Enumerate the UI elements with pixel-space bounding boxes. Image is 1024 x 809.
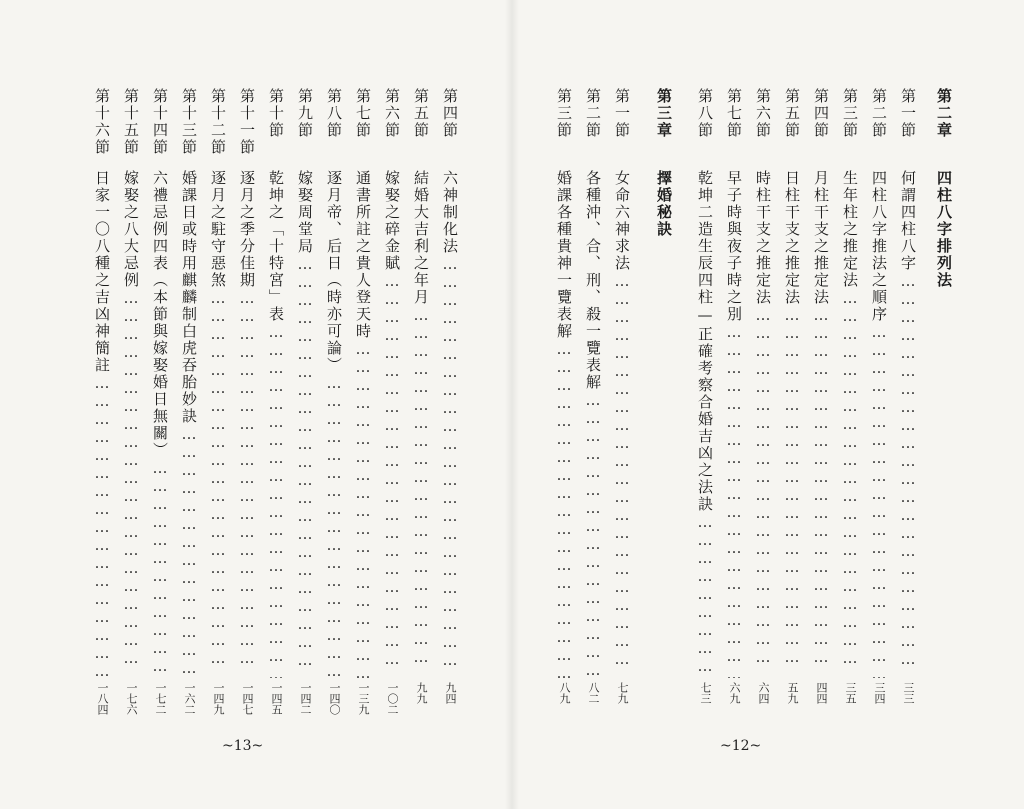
section-label: 第八節 [696, 88, 714, 139]
section-title: 婚課各種貴神一覽表解 ………………………………………………………………………………………………………………………………………… [552, 170, 576, 678]
toc-entry [610, 88, 634, 728]
page-number: 一四〇 [328, 682, 341, 715]
page-folio: ~12~ [720, 738, 762, 754]
page-number: 三四 [873, 682, 886, 704]
section-label: 第二節 [584, 88, 602, 139]
chapter-2-heading [932, 88, 956, 728]
section-title: 乾坤之「十特宮」表 ………………………………………………………………………………………………………………………………………… [264, 170, 288, 678]
section-title: 女命六神求法 ………………………………………………………………………………………………………………………………………… [610, 170, 634, 678]
toc-entry [693, 88, 717, 728]
section-label: 第三節 [841, 88, 859, 139]
section-title: 時柱干支之推定法 ………………………………………………………………………………………………………………………………………… [751, 170, 775, 678]
page-number: 一七二 [154, 682, 167, 715]
chapter-3-heading [652, 88, 676, 728]
chapter-title: 擇婚秘訣 [655, 170, 673, 238]
section-title: 嫁娶之八大忌例 ………………………………………………………………………………………………………………………………………… [119, 170, 143, 678]
section-title: 通書所註之貴人登天時 ………………………………………………………………………………………………………………………………………… [351, 170, 375, 678]
page-number: 一三九 [357, 682, 370, 715]
section-label: 第十二節 [209, 88, 227, 156]
toc-entry [206, 88, 230, 728]
section-label: 第十四節 [151, 88, 169, 156]
section-title: 早子時與夜子時之別 ………………………………………………………………………………………………………………………………………… [722, 170, 746, 678]
page-number: 一七六 [125, 682, 138, 715]
section-label: 第十三節 [180, 88, 198, 156]
section-title: 逐月帝、后日（時亦可論） ………………………………………………………………………………………………………………………………………… [322, 170, 346, 678]
section-title: 六禮忌例四表（本節與嫁娶婚日無關） ………………………………………………………………………………………………………………………………………… [148, 170, 172, 678]
section-label: 第九節 [296, 88, 314, 139]
page-folio: ~13~ [222, 738, 264, 754]
page-number: 七九 [616, 682, 629, 704]
section-label: 第一節 [899, 88, 917, 139]
page-number: 一八四 [96, 682, 109, 715]
section-title: 逐月之駐守惡煞 ………………………………………………………………………………………………………………………………………… [206, 170, 230, 678]
toc-entry [722, 88, 746, 728]
toc-entry [751, 88, 775, 728]
page-number: 一四五 [270, 682, 283, 715]
section-label: 第三節 [555, 88, 573, 139]
page-number: 一四七 [241, 682, 254, 715]
section-label: 第十節 [267, 88, 285, 139]
toc-entry [322, 88, 346, 728]
section-label: 第七節 [354, 88, 372, 139]
toc-entry [867, 88, 891, 728]
toc-entry [552, 88, 576, 728]
section-title: 生年柱之推定法 ………………………………………………………………………………………………………………………………………… [838, 170, 862, 678]
section-label: 第四節 [441, 88, 459, 139]
page-number: 九九 [415, 682, 428, 704]
page-number: 六四 [757, 682, 770, 704]
page-number: 一〇二 [386, 682, 399, 715]
toc-entry [809, 88, 833, 728]
page-number: 五九 [786, 682, 799, 704]
toc-entry [264, 88, 288, 728]
section-label: 第十五節 [122, 88, 140, 156]
page-number: 四四 [815, 682, 828, 704]
section-title: 逐月之季分佳期 ………………………………………………………………………………………………………………………………………… [235, 170, 259, 678]
chapter-title: 四柱八字排列法 [935, 170, 953, 289]
section-title: 日柱干支之推定法 ………………………………………………………………………………………………………………………………………… [780, 170, 804, 678]
section-title: 嫁娶之碎金賦 ………………………………………………………………………………………………………………………………………… [380, 170, 404, 678]
toc-entry [351, 88, 375, 728]
toc-entry [177, 88, 201, 728]
section-label: 第十六節 [93, 88, 111, 156]
section-label: 第五節 [412, 88, 430, 139]
section-label: 第八節 [325, 88, 343, 139]
section-label: 第七節 [725, 88, 743, 139]
toc-entry [581, 88, 605, 728]
section-title: 嫁娶周堂局 ………………………………………………………………………………………………………………………………………… [293, 170, 317, 678]
chapter-label: 第二章 [935, 88, 953, 139]
section-label: 第二節 [870, 88, 888, 139]
section-title: 結婚大吉利之年月 ………………………………………………………………………………………………………………………………………… [409, 170, 433, 678]
section-title: 乾坤二造生辰四柱—正確考察合婚吉凶之法訣 ………………………………………………………………………………………………………………………………………… [693, 170, 717, 678]
page-number: 八二 [587, 682, 600, 704]
section-label: 第六節 [754, 88, 772, 139]
toc-entry [90, 88, 114, 728]
section-title: 月柱干支之推定法 ………………………………………………………………………………………………………………………………………… [809, 170, 833, 678]
page-number: 三五 [844, 682, 857, 704]
page-number: 九四 [444, 682, 457, 704]
section-title: 各種沖、合、刑、殺一覽表解 ………………………………………………………………………………………………………………………………………… [581, 170, 605, 678]
page-number: 一四二 [299, 682, 312, 715]
section-title: 四柱八字推法之順序 ………………………………………………………………………………………………………………………………………… [867, 170, 891, 678]
toc-entry [235, 88, 259, 728]
page-number: 七三 [699, 682, 712, 704]
toc-entry [409, 88, 433, 728]
section-title: 何謂四柱八字 ………………………………………………………………………………………………………………………………………… [896, 170, 920, 678]
page-number: 六九 [728, 682, 741, 704]
toc-entry [293, 88, 317, 728]
page-number: 三三 [902, 682, 915, 704]
section-label: 第一節 [613, 88, 631, 139]
toc-entry [119, 88, 143, 728]
section-label: 第六節 [383, 88, 401, 139]
toc-entry [438, 88, 462, 728]
section-title: 六神制化法 ………………………………………………………………………………………………………………………………………… [438, 170, 462, 678]
toc-entry [780, 88, 804, 728]
section-label: 第五節 [783, 88, 801, 139]
page-number: 八九 [558, 682, 571, 704]
page-number: 一四九 [212, 682, 225, 715]
page-number: 一六二 [183, 682, 196, 715]
page-12 [512, 0, 1024, 809]
section-label: 第四節 [812, 88, 830, 139]
toc-entry [148, 88, 172, 728]
toc-entry [838, 88, 862, 728]
section-title: 日家一〇八種之吉凶神簡註 ………………………………………………………………………………………………………………………………………… [90, 170, 114, 678]
section-title: 婚課日或時用麒麟制白虎吞胎妙訣 ………………………………………………………………………………………………………………………………………… [177, 170, 201, 678]
toc-entry [896, 88, 920, 728]
chapter-label: 第三章 [655, 88, 673, 139]
toc-entry [380, 88, 404, 728]
section-label: 第十一節 [238, 88, 256, 156]
